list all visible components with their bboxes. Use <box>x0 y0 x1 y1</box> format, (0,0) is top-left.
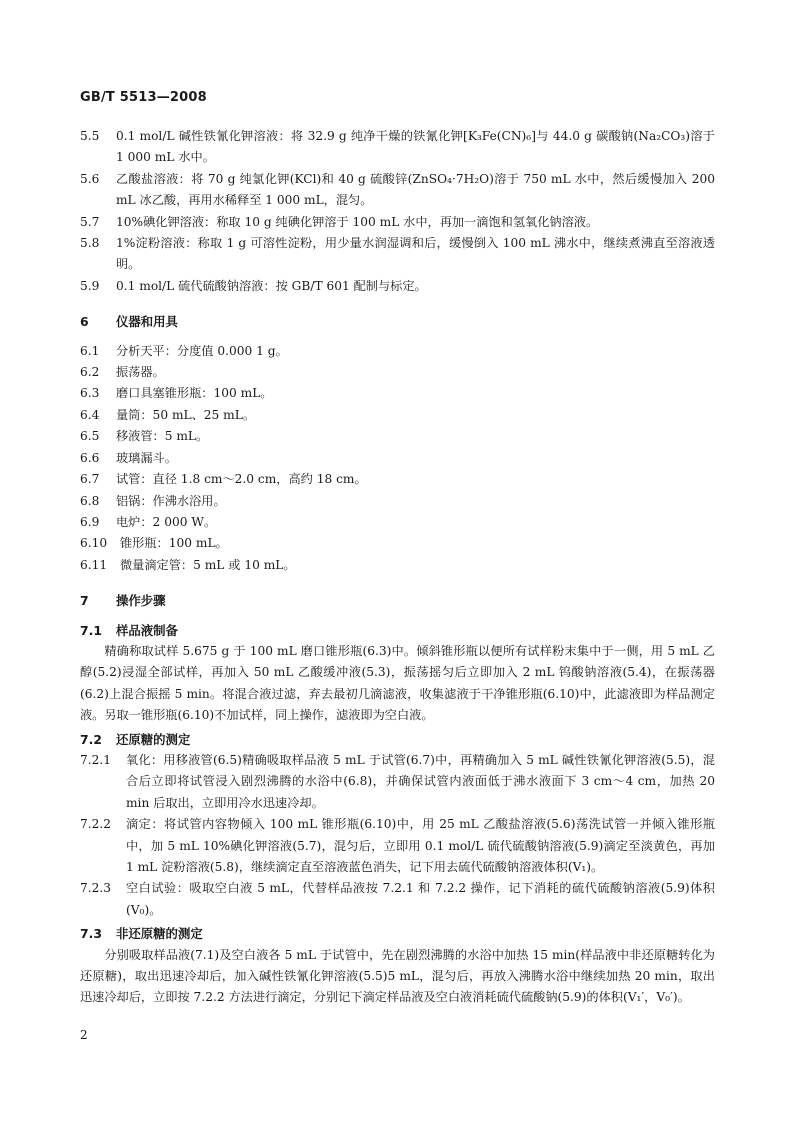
subsection-title: 还原糖的测定 <box>116 731 191 747</box>
clause-number: 6.5 <box>80 429 100 444</box>
clause-text: 移液管：5 mL。 <box>116 429 209 444</box>
clause-text: 滴定：将试管内容物倾入 100 mL 锥形瓶(6.10)中，用 25 mL 乙酸盐溶液(5.6)荡洗试管一并倾入锥形瓶中，加 5 mL 10%碘化钾溶液(5.7)，混匀后，立即用 0.1 mol/L 硫代硫酸钠溶液(5.9)滴定至淡黄色，再加 1 mL 淀粉溶液(5.8)，继续滴定直至溶液蓝色消失，记下用去硫代硫酸钠溶液体积(V₁)。 <box>126 817 715 874</box>
subsection-number: 7.1 <box>80 622 102 638</box>
clause-text: 铝锅：作沸水浴用。 <box>116 493 226 508</box>
subsection-title: 非还原糖的测定 <box>116 926 203 942</box>
clause-6-11 <box>80 555 715 576</box>
clause-text: 氧化：用移液管(6.5)精确吸取样品液 5 mL 于试管(6.7)中，再精确加入 5 mL 碱性铁氰化钾溶液(5.5)，混合后立即将试管浸入剧烈沸腾的水浴中(6.8)，并确保试管内液面低于沸水液面下 3 cm～4 cm，加热 20 min 后取出，立即用冷水迅速冷却。 <box>126 752 715 810</box>
subsection-number: 7.2 <box>80 731 102 747</box>
clause-number: 5.6 <box>80 171 100 186</box>
clause-text: 空白试验：吸取空白液 5 mL，代替样品液按 7.2.1 和 7.2.2 操作，记下消耗的硫代硫酸钠溶液(5.9)体积(V₀)。 <box>126 881 715 917</box>
subsection-number: 7.3 <box>80 926 102 942</box>
section-number: 6 <box>80 314 89 330</box>
clause-6-2 <box>80 362 715 383</box>
clause-5-5 <box>80 126 715 169</box>
clause-text: 磨口具塞锥形瓶：100 mL。 <box>116 386 273 401</box>
clause-text: 分析天平：分度值 0.000 1 g。 <box>116 343 288 358</box>
clause-number: 6.8 <box>80 493 100 508</box>
clause-number: 5.7 <box>80 214 100 229</box>
clause-5-9 <box>80 276 715 297</box>
standard-code-header: GB/T 5513—2008 <box>80 90 207 105</box>
subsection-7-3-body: 分别吸取样品液(7.1)及空白液各 5 mL 于试管中，先在剧烈沸腾的水浴中加热 15 min(样品液中非还原糖转化为还原糖)，取出迅速冷却后，加入碱性铁氰化钾溶液(5.5)5 mL，混匀后，再放入沸腾水浴中继续加热 20 min，取出迅速冷却后，立即按 7.2.2 方法进行滴定，分别记下滴定样品液及空白液消耗硫代硫酸钠(5.9)的体积(V₁′，V₀′)。 <box>80 947 715 1005</box>
clause-6-6 <box>80 448 715 469</box>
clause-number: 7.2.1 <box>80 752 112 767</box>
clause-6-3 <box>80 383 715 404</box>
subsection-7-1-body: 精确称取试样 5.675 g 于 100 mL 磨口锥形瓶(6.3)中。倾斜锥形瓶以便所有试样粉末集中于一侧，用 5 mL 乙醇(5.2)浸湿全部试样，再加入 50 mL 乙酸缓冲液(5.3)，振荡摇匀后立即加入 2 mL 钨酸钠溶液(5.4)，在振荡器(6.2)上混合振摇 5 min。将混合液过滤，弃去最初几滴滤液，收集滤液于干净锥形瓶(6.10)中，此滤液即为样品测定液。另取一锥形瓶(6.10)不加试样，同上操作，滤液即为空白液。 <box>80 643 715 723</box>
clause-text: 0.1 mol/L 硫代硫酸钠溶液：按 GB/T 601 配制与标定。 <box>116 278 427 293</box>
clause-text: 10%碘化钾溶液：称取 10 g 纯碘化钾溶于 100 mL 水中，再加一滴饱和氢氧化钠溶液。 <box>116 214 599 229</box>
clause-text: 乙酸盐溶液：将 70 g 纯氯化钾(KCl)和 40 g 硫酸锌(ZnSO₄·7H₂O)溶于 750 mL 水中，然后缓慢加入 200 mL 冰乙酸，再用水稀释至 1 000 mL，混匀。 <box>116 171 715 208</box>
clause-number: 5.8 <box>80 236 100 251</box>
clause-number: 5.5 <box>80 129 100 143</box>
section-6-items <box>80 341 715 576</box>
clause-number: 5.9 <box>80 278 100 293</box>
clause-text: 1%淀粉溶液：称取 1 g 可溶性淀粉，用少量水润湿调和后，缓慢倒入 100 mL 沸水中，继续煮沸直至溶液透明。 <box>116 236 715 272</box>
clause-5-6 <box>80 169 715 212</box>
clause-text: 试管：直径 1.8 cm～2.0 cm，高约 18 cm。 <box>116 472 367 487</box>
clause-7-2-2 <box>80 814 715 878</box>
clause-6-7 <box>80 469 715 490</box>
clause-6-4 <box>80 405 715 426</box>
clause-text: 量筒：50 mL、25 mL。 <box>116 407 256 422</box>
clause-number: 6.2 <box>80 365 100 380</box>
clause-number: 6.3 <box>80 386 100 401</box>
clause-6-8 <box>80 491 715 512</box>
subsection-7-2-heading <box>80 729 715 750</box>
clause-text: 电炉：2 000 W。 <box>116 514 217 529</box>
clause-number: 7.2.3 <box>80 881 112 896</box>
clause-6-5 <box>80 426 715 447</box>
section-7-heading <box>80 590 715 611</box>
section-title: 仪器和用具 <box>116 314 178 330</box>
clause-number: 7.2.2 <box>80 817 112 832</box>
clause-number: 6.6 <box>80 450 100 465</box>
page-number: 2 <box>80 1028 88 1042</box>
clause-7-2-1 <box>80 750 715 814</box>
clause-number: 6.11 <box>80 557 108 572</box>
clause-text: 锥形瓶：100 mL。 <box>120 536 228 551</box>
subsection-title: 样品液制备 <box>116 622 178 638</box>
clause-5-8 <box>80 233 715 276</box>
section-5-items <box>80 126 715 297</box>
clause-number: 6.7 <box>80 472 100 487</box>
subsection-7-3-heading <box>80 923 715 944</box>
clause-6-9 <box>80 512 715 533</box>
subsection-7-1-heading <box>80 620 715 641</box>
clause-text: 微量滴定管：5 mL 或 10 mL。 <box>120 557 296 572</box>
clause-6-10 <box>80 533 715 554</box>
clause-text: 玻璃漏斗。 <box>116 450 177 465</box>
clause-5-7 <box>80 212 715 233</box>
section-6-heading <box>80 311 715 332</box>
page-content <box>80 126 715 1009</box>
clause-number: 6.4 <box>80 407 100 422</box>
clause-6-1 <box>80 341 715 362</box>
clause-text: 0.1 mol/L 碱性铁氰化钾溶液：将 32.9 g 纯净干燥的铁氰化钾[K₃Fe(CN)₆]与 44.0 g 碳酸钠(Na₂CO₃)溶于 1 000 mL 水中。 <box>116 129 715 165</box>
section-title: 操作步骤 <box>116 593 166 609</box>
clause-number: 6.1 <box>80 343 100 358</box>
clause-7-2-3 <box>80 878 715 921</box>
section-number: 7 <box>80 593 89 609</box>
clause-text: 振荡器。 <box>116 365 165 380</box>
clause-number: 6.9 <box>80 514 100 529</box>
clause-number: 6.10 <box>80 536 108 551</box>
